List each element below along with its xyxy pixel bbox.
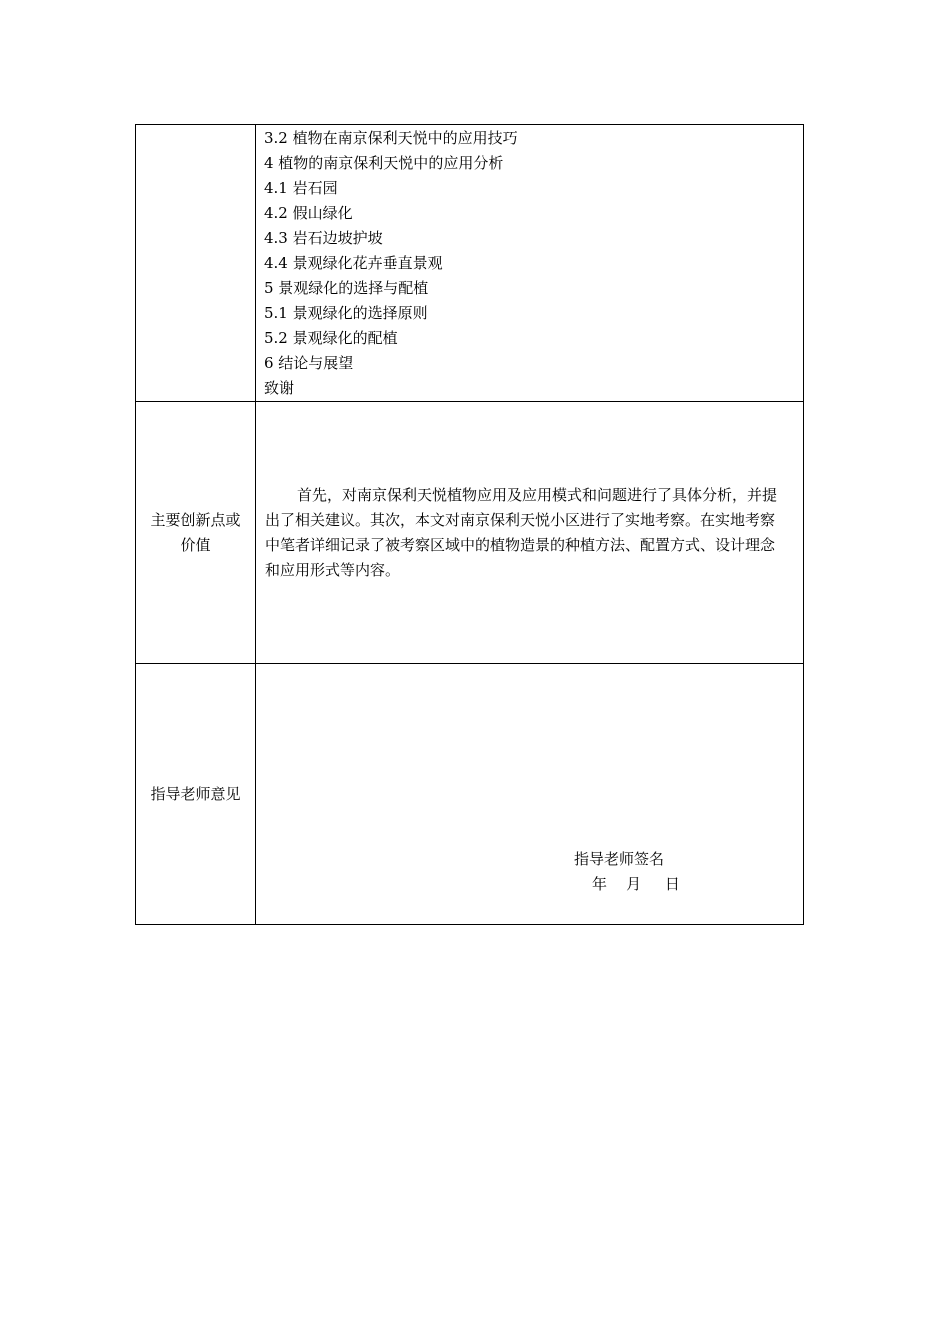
innovation-label-cell (136, 402, 256, 664)
advisor-signature-label: 指导老师签名 (574, 850, 665, 868)
toc-item: 致谢 (264, 379, 295, 397)
proposal-form-table (135, 124, 804, 925)
toc-item: 5 景观绿化的选择与配植 (264, 279, 429, 297)
innovation-text: 首先，对南京保利天悦植物应用及应用模式和问题进行了具体分析，并提出了相关建议。其次，本文对南京保利天悦小区进行了实地考察。在实地考察中笔者详细记录了被考察区域中的植物造景的种植方法、配置方式、设计理念和应用形式等内容。 (265, 485, 778, 579)
toc-item: 4.3 岩石边坡护坡 (264, 229, 383, 247)
innovation-label-line1: 主要创新点或 (150, 510, 241, 529)
innovation-content-cell (256, 402, 804, 664)
advisor-content-cell (256, 664, 804, 925)
innovation-label-line2: 价值 (180, 535, 211, 554)
advisor-label-cell (136, 664, 256, 925)
advisor-label: 指导老师意见 (150, 784, 241, 803)
toc-item: 5.2 景观绿化的配植 (264, 329, 398, 347)
table-row-toc (136, 125, 804, 402)
table-row-advisor (136, 664, 804, 925)
table-row-innovation (136, 402, 804, 664)
toc-item: 5.1 景观绿化的选择原则 (264, 304, 428, 322)
toc-item: 3.2 植物在南京保利天悦中的应用技巧 (264, 129, 518, 147)
toc-item: 4 植物的南京保利天悦中的应用分析 (264, 154, 504, 172)
toc-item: 6 结论与展望 (264, 354, 354, 372)
toc-item: 4.4 景观绿化花卉垂直景观 (264, 254, 443, 272)
toc-list (256, 125, 803, 401)
toc-label-cell (136, 125, 256, 402)
toc-content-cell (256, 125, 804, 402)
advisor-date-label: 年 月 日 (592, 875, 680, 893)
toc-item: 4.2 假山绿化 (264, 204, 353, 222)
toc-item: 4.1 岩石园 (264, 179, 338, 197)
